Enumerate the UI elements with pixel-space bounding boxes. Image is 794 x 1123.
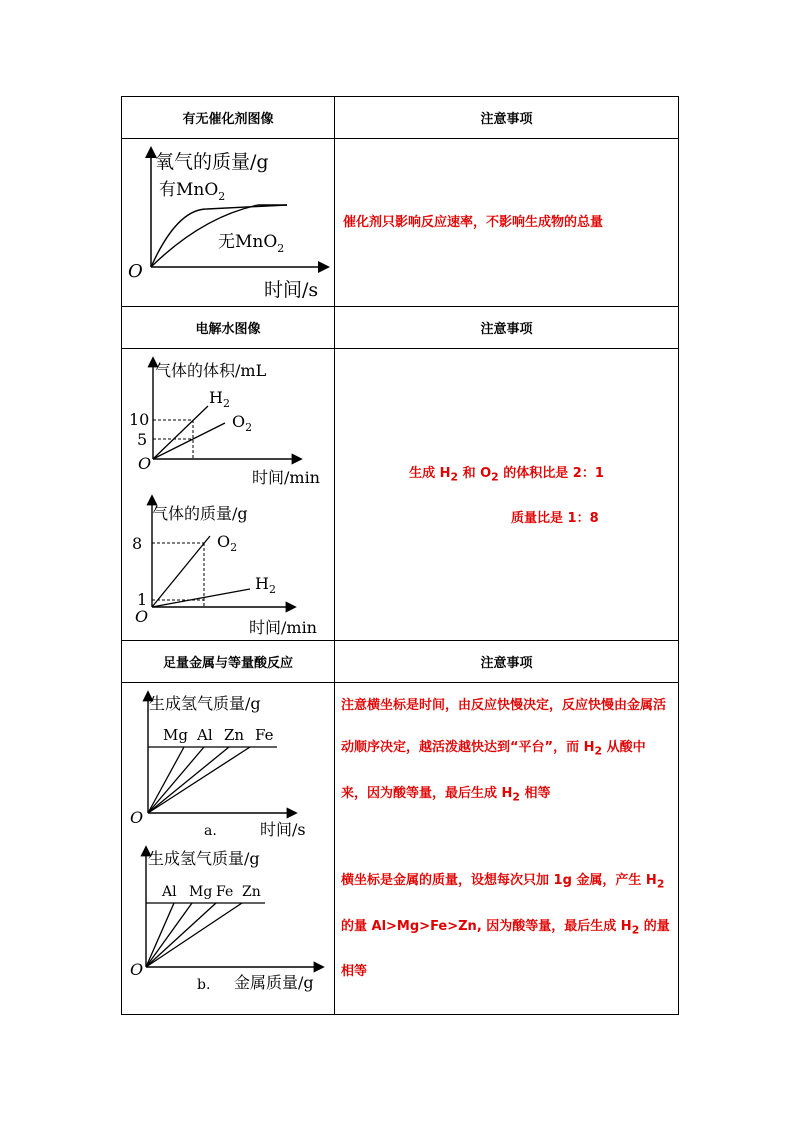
label-h2: $H_2$ [255,574,276,596]
line-h2 [153,406,208,459]
metal-label: Mg [163,726,188,744]
caption-a: a. [204,823,217,839]
header-electrolysis-graph: 电解水图像 [122,307,335,349]
label-o2: $O_2$ [217,532,238,554]
tick-label-8: 8 [132,534,143,553]
caption-b: b. [197,977,211,993]
rise-line-al [148,747,204,813]
origin-label: O [130,960,144,979]
header-notes: 注意事项 [335,97,679,139]
origin-label: O [135,607,149,626]
line-o2 [152,536,210,607]
x-axis-label: 时间/s [264,279,319,301]
table-row [122,349,679,641]
volume-graph [129,359,320,487]
electrolysis-note-cell [335,349,679,641]
notes-table [121,96,679,1015]
graph-a [130,693,306,839]
table-row [122,139,679,307]
mass-graph [132,497,317,637]
metal-acid-graphs [122,683,335,1014]
label-h2: $H_2$ [209,388,230,410]
y-axis-label: 生成氢气质量/g [149,694,261,713]
header-notes: 注意事项 [335,641,679,683]
tick-label-5: 5 [137,430,148,449]
metal-label: Fe [216,884,234,900]
y-axis-label: 气体的质量/g [152,504,248,523]
x-axis-label: 时间/min [249,618,317,637]
metal-acid-note-cell [335,683,679,1015]
rise-line-fe [146,903,216,967]
table-header-row [122,307,679,349]
x-axis-label: 时间/s [260,820,306,839]
metal-acid-note-a: 注意横坐标是时间，由反应快慢决定，反应快慢由金属活动顺序决定，越活泼越快达到“平台”，而 $H_2$ 从酸中来，因为酸等量，最后生成 $H_2$ 相等 [341,698,667,804]
table-header-row [122,97,679,139]
graph-b [130,848,322,993]
catalyst-note: 催化剂只影响反应速率，不影响生成物的总量 [343,214,604,230]
header-metal-acid-graph: 足量金属与等量酸反应 [122,641,335,683]
curve-label-without-catalyst: 无MnO$_2$ [218,232,285,255]
x-axis-label: 时间/min [252,468,320,487]
origin-label: O [138,454,152,473]
y-axis-label: 氧气的质量/g [155,151,269,173]
origin-label: O [130,808,144,827]
catalyst-note-cell [335,139,679,307]
tick-label-10: 10 [129,410,150,429]
catalyst-graph-cell [122,139,335,307]
table-row [122,683,679,1015]
electrolysis-note-line1: 生成 $H_2$ 和 $O_2$ 的体积比是 2：1 [409,465,604,484]
rise-line-zn [148,747,229,813]
y-axis-label: 生成氢气质量/g [148,849,260,868]
metal-label: Al [162,884,177,900]
rise-line-mg [148,747,184,813]
metal-label: Al [197,726,213,744]
line-h2 [152,589,250,607]
y-axis-label: 气体的体积/mL [155,361,267,380]
tick-label-1: 1 [137,590,148,609]
rise-line-mg [146,903,192,967]
catalyst-graph [122,139,335,306]
metal-label: Fe [255,726,274,744]
electrolysis-graph-cell [122,349,335,641]
metal-acid-graph-cell [122,683,335,1015]
metal-label: Mg [189,884,213,900]
curve-label-with-catalyst: 有MnO$_2$ [159,180,226,203]
header-catalyst-graph: 有无催化剂图像 [122,97,335,139]
x-axis-label: 金属质量/g [234,973,314,992]
metal-label: Zn [242,884,261,900]
metal-acid-note-b: 横坐标是金属的质量，设想每次只加 1g 金属，产生 $H_2$ 的量 Al>Mg>Fe>Zn, 因为酸等量，最后生成 $H_2$ 的量相等 [341,873,670,980]
rise-line-fe [148,747,250,813]
electrolysis-graphs [122,349,335,640]
metal-label: Zn [224,726,245,744]
electrolysis-note-line2: 质量比是 1：8 [511,511,599,527]
label-o2: $O_2$ [232,412,253,434]
header-notes: 注意事项 [335,307,679,349]
table-header-row [122,641,679,683]
line-o2 [153,423,225,459]
origin-label: O [128,261,143,282]
